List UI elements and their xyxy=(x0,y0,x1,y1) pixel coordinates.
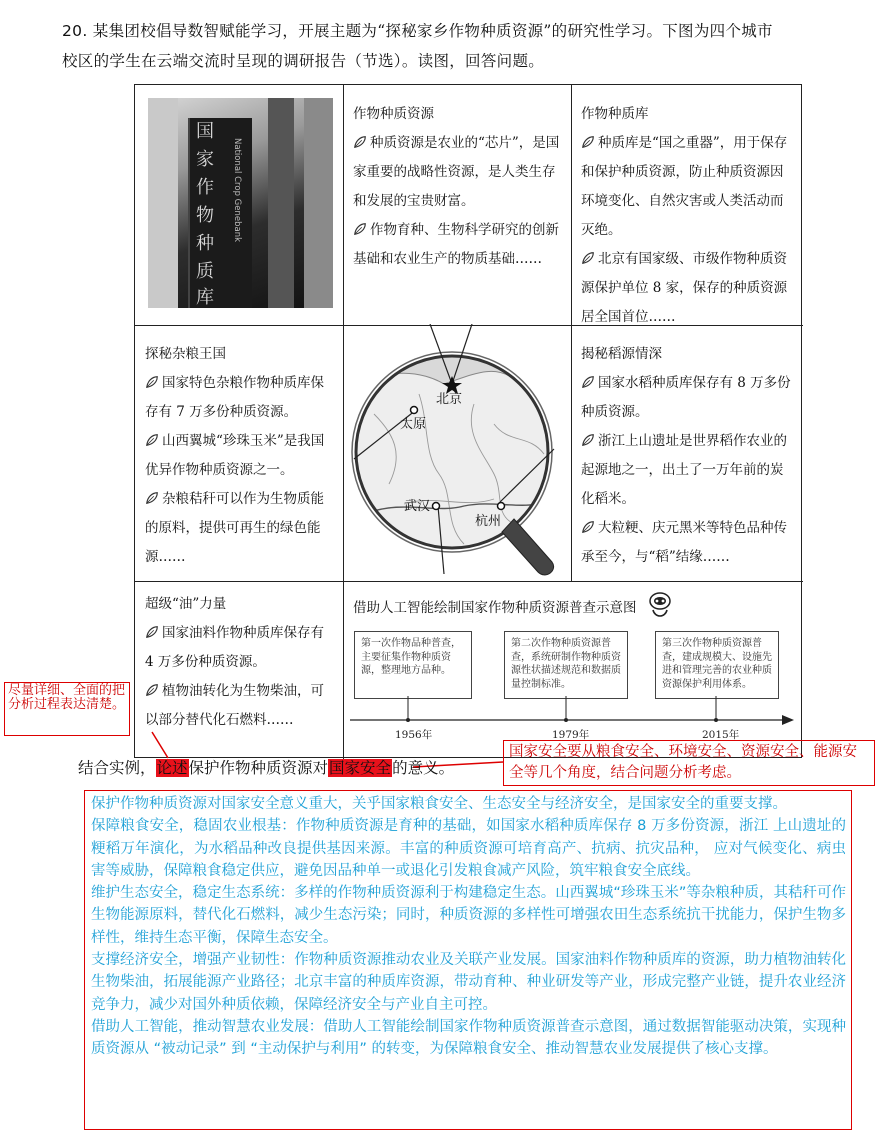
sign-glyph: 物 xyxy=(196,205,214,226)
cell-text: 作物育种、生物科学研究的创新基础和农业生产的物质基础…… xyxy=(353,222,559,267)
timeline-year: 1979年 xyxy=(552,729,590,741)
sign-glyph: 家 xyxy=(196,149,214,170)
answer-paragraph: 保护作物种质资源对国家安全意义重大，关乎国家粮食安全、生态安全与经济安全，是国家安全的重要支撑。 xyxy=(91,796,787,812)
timeline-event: 第二次作物种质资源普查，系统研制作物种质资源性状描述规范和数据质量控制标准。 xyxy=(504,631,628,699)
annotation-note-right: 国家安全要从粮食安全、环境安全、资源安全、能源安全等几个角度，结合问题分析考虑。 xyxy=(503,740,875,786)
answer-box xyxy=(84,790,852,1130)
sign-glyph: 质 xyxy=(196,261,214,282)
map-city-label: 武汉 xyxy=(404,499,431,514)
sign-glyph: 国 xyxy=(196,121,214,142)
map-city-label: 杭州 xyxy=(475,514,502,529)
cell-title: 超级“油”力量 xyxy=(145,596,227,612)
ask-text: 保护作物种质资源对 xyxy=(188,759,329,777)
cell-text: 国家特色杂粮作物种质库保存有 7 万多份种质资源。 xyxy=(145,375,324,420)
ask-text: 结合实例， xyxy=(78,759,156,777)
question-line-1: 某集团校倡导数智赋能学习，开展主题为“探秘家乡作物种质资源”的研究性学习。下图为四个城市 xyxy=(92,22,773,40)
cell-text: 北京有国家级、市级作物种质资源保护单位 8 家，保存的种质资源居全国首位…… xyxy=(581,251,788,325)
question-line-2: 校区的学生在云端交流时呈现的调研报告（节选）。读图，回答问题。 xyxy=(62,52,545,70)
ask-highlight: 论述 xyxy=(156,759,188,777)
ask-highlight: 国家安全 xyxy=(329,759,392,777)
cell-text: 大粒粳、庆元黑米等特色品种传承至今，与“稻”结缘…… xyxy=(581,520,787,565)
sign-glyph: 种 xyxy=(196,233,214,254)
timeline-year: 1956年 xyxy=(395,729,433,741)
cell-text: 杂粮秸秆可以作为生物质能的原料，提供可再生的绿色能源…… xyxy=(145,491,324,565)
timeline-year: 2015年 xyxy=(702,729,740,741)
ask-text: 的意义。 xyxy=(392,759,455,777)
map-city-label: 太原 xyxy=(400,417,427,432)
cell-title: 作物种质资源 xyxy=(353,106,434,122)
timeline-event: 第三次作物种质资源普查，建成规模大、设施先进和管理完善的农业种质资源保护利用体系。 xyxy=(655,631,779,699)
cell-text: 浙江上山遗址是世界稻作农业的起源地之一，出土了一万年前的炭化稻米。 xyxy=(581,433,787,507)
cell-text: 植物油转化为生物柴油，可以部分替代化石燃料…… xyxy=(145,683,324,728)
answer-paragraph: 支撑经济安全，增强产业韧性：作物种质资源推动农业及关联产业发展。国家油料作物种质库的资源，助力植物油转化生物柴油，拓展能源产业路径；北京丰富的种质库资源，带动育种、种业研发等产业，形成完整产业链，提升农业经济竞争力，减少对国外种质依赖，保障经济安全与产业自主可控。 xyxy=(91,952,846,1013)
cell-text: 国家水稻种质库保存有 8 万多份种质资源。 xyxy=(581,375,791,420)
cell-text: 国家油料作物种质库保存有 4 万多份种质资源。 xyxy=(145,625,324,670)
cell-title: 作物种质库 xyxy=(581,106,649,122)
sign-latin-text: National Crop Genebank xyxy=(232,138,242,243)
answer-paragraph: 保障粮食安全，稳固农业根基：作物种质资源是育种的基础，如国家水稻种质库保存 8 万多份资源，浙江 上山遗址的粳稻万年演化，为水稻品种改良提供基因来源。丰富的种质资源可培育高产、抗病、抗灾品种， 应对气候变化、病虫害等威胁，保障粮食稳定供应，避免因品种单一或退化引发粮食减产风险，筑牢粮食安全底线。 xyxy=(91,818,846,879)
cell-text: 山西翼城“珍珠玉米”是我国优异作物种质资源之一。 xyxy=(145,433,325,478)
sign-glyph: 库 xyxy=(196,287,214,308)
map-city-label: 北京 xyxy=(436,392,463,407)
sign-glyph: 作 xyxy=(196,177,214,198)
cell-title: 探秘杂粮王国 xyxy=(145,346,226,362)
answer-paragraph: 借助人工智能，推动智慧农业发展：借助人工智能绘制国家作物种质资源普查示意图，通过数据智能驱动决策，实现种质资源从 “被动记录” 到 “主动保护与利用” 的转变，为保障粮食安全、推动智慧农业发展提供了核心支撑。 xyxy=(91,1018,846,1058)
annotation-note-left: 尽量详细、全面的把分析过程表达清楚。 xyxy=(4,682,130,736)
cell-text: 种质资源是农业的“芯片”，是国家重要的战略性资源，是人类生存和发展的宝贵财富。 xyxy=(353,135,560,209)
answer-paragraph: 维护生态安全，稳定生态系统：多样的作物种质资源利于构建稳定生态。山西翼城“珍珠玉米”等杂粮种质，其秸秆可作生物能源原料，替代化石燃料，减少生态污染；同时，种质资源的多样性可增强农田生态系统抗干扰能力，保护生物多样性，维持生态平衡，保障生态安全。 xyxy=(91,885,846,946)
sub-question xyxy=(78,756,454,780)
timeline-event: 第一次作物品种普查，主要征集作物种质资源，整理地方品种。 xyxy=(354,631,472,699)
cell-text: 种质库是“国之重器”，用于保存和保护种质资源，防止种质资源因环境变化、自然灾害或人类活动而灭绝。 xyxy=(581,135,788,238)
cell-title: 揭秘稻源情深 xyxy=(581,346,662,362)
question-number: 20. xyxy=(62,22,88,40)
cell-title: 借助人工智能绘制国家作物种质资源普查示意图 xyxy=(353,600,637,616)
